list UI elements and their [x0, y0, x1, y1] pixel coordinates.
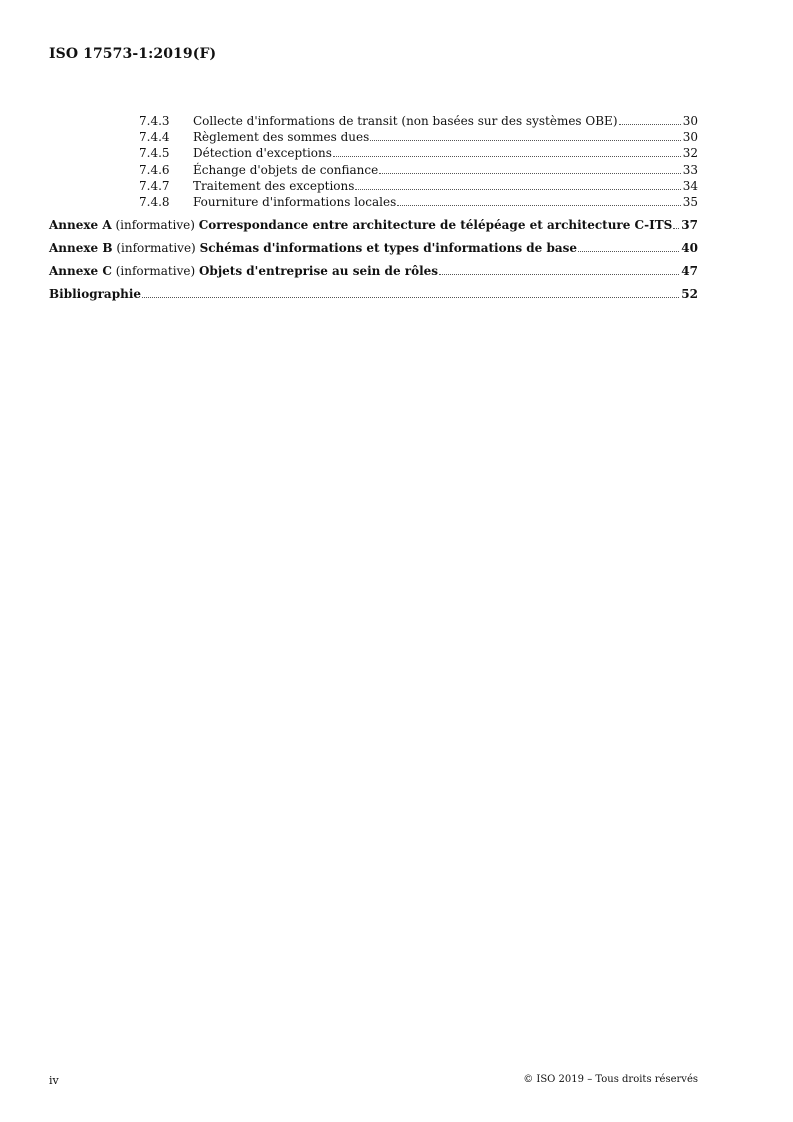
- bibliography-page: 52: [681, 287, 698, 302]
- annex-label: Annexe A: [49, 218, 112, 233]
- annex-label: Annexe C: [49, 264, 112, 279]
- toc-entry-page: 35: [682, 194, 698, 209]
- toc-leader-dots: [673, 228, 679, 229]
- toc-entry-page: 30: [682, 114, 698, 128]
- annex-page: 47: [681, 264, 698, 279]
- toc-entry-number: 7.4.7: [139, 178, 170, 193]
- toc-entry[interactable]: [49, 178, 698, 194]
- toc-entry-number: 7.4.8: [139, 194, 170, 209]
- toc-bibliography[interactable]: [49, 286, 698, 302]
- annex-title: Schémas d'informations et types d'informations de base: [199, 241, 578, 256]
- toc-leader-dots: [333, 156, 681, 157]
- toc-entry[interactable]: [49, 145, 698, 161]
- toc-leader-dots: [439, 274, 679, 275]
- annex-title: Correspondance entre architecture de télépéage et architecture C-ITS: [198, 218, 673, 233]
- toc-entry[interactable]: [49, 129, 698, 145]
- annex-qualifier: (informative): [111, 218, 199, 233]
- toc-entry-page: 34: [682, 178, 698, 193]
- annex-page: 37: [681, 218, 698, 233]
- toc-entry-title: Fourniture d'informations locales: [193, 194, 397, 209]
- toc-leader-dots: [355, 189, 680, 190]
- table-of-contents: [49, 113, 698, 302]
- toc-entry-page: 30: [682, 130, 698, 145]
- toc-entry-title: Échange d'objets de confiance: [193, 162, 379, 177]
- annex-label: Annexe B: [49, 241, 113, 256]
- toc-entry-page: 33: [682, 162, 698, 177]
- toc-entry-number: 7.4.4: [139, 130, 170, 145]
- toc-leader-dots: [578, 251, 679, 252]
- toc-entry-title: Règlement des sommes dues: [193, 130, 370, 145]
- toc-leader-dots: [370, 140, 680, 141]
- toc-annex-c[interactable]: [49, 263, 698, 279]
- toc-leader-dots: [397, 205, 680, 206]
- footer-page-number: iv: [49, 1074, 59, 1087]
- toc-entry-number: 7.4.5: [139, 146, 170, 161]
- toc-entry[interactable]: [49, 194, 698, 210]
- toc-entry-title: Détection d'exceptions: [193, 146, 332, 161]
- annex-page: 40: [681, 241, 698, 256]
- toc-leader-dots: [142, 297, 679, 298]
- toc-annex-b[interactable]: [49, 240, 698, 256]
- annex-title: Objets d'entreprise au sein de rôles: [198, 264, 439, 279]
- toc-entry-title: Traitement des exceptions: [193, 178, 355, 193]
- toc-annex-a[interactable]: [49, 217, 698, 233]
- toc-entry-number: 7.4.3: [139, 114, 170, 128]
- bibliography-title: Bibliographie: [49, 287, 142, 302]
- toc-entry-title: Collecte d'informations de transit (non basées sur des systèmes OBE): [193, 114, 618, 128]
- document-header: ISO 17573-1:2019(F): [49, 46, 217, 62]
- toc-leader-dots: [379, 173, 681, 174]
- footer-copyright: © ISO 2019 – Tous droits réservés: [523, 1074, 698, 1085]
- toc-entry[interactable]: [49, 162, 698, 178]
- toc-leader-dots: [619, 124, 681, 125]
- annex-qualifier: (informative): [111, 264, 199, 279]
- toc-entry[interactable]: [49, 113, 698, 129]
- toc-entry-page: 32: [682, 146, 698, 161]
- annex-qualifier: (informative): [112, 241, 200, 256]
- toc-entry-number: 7.4.6: [139, 162, 170, 177]
